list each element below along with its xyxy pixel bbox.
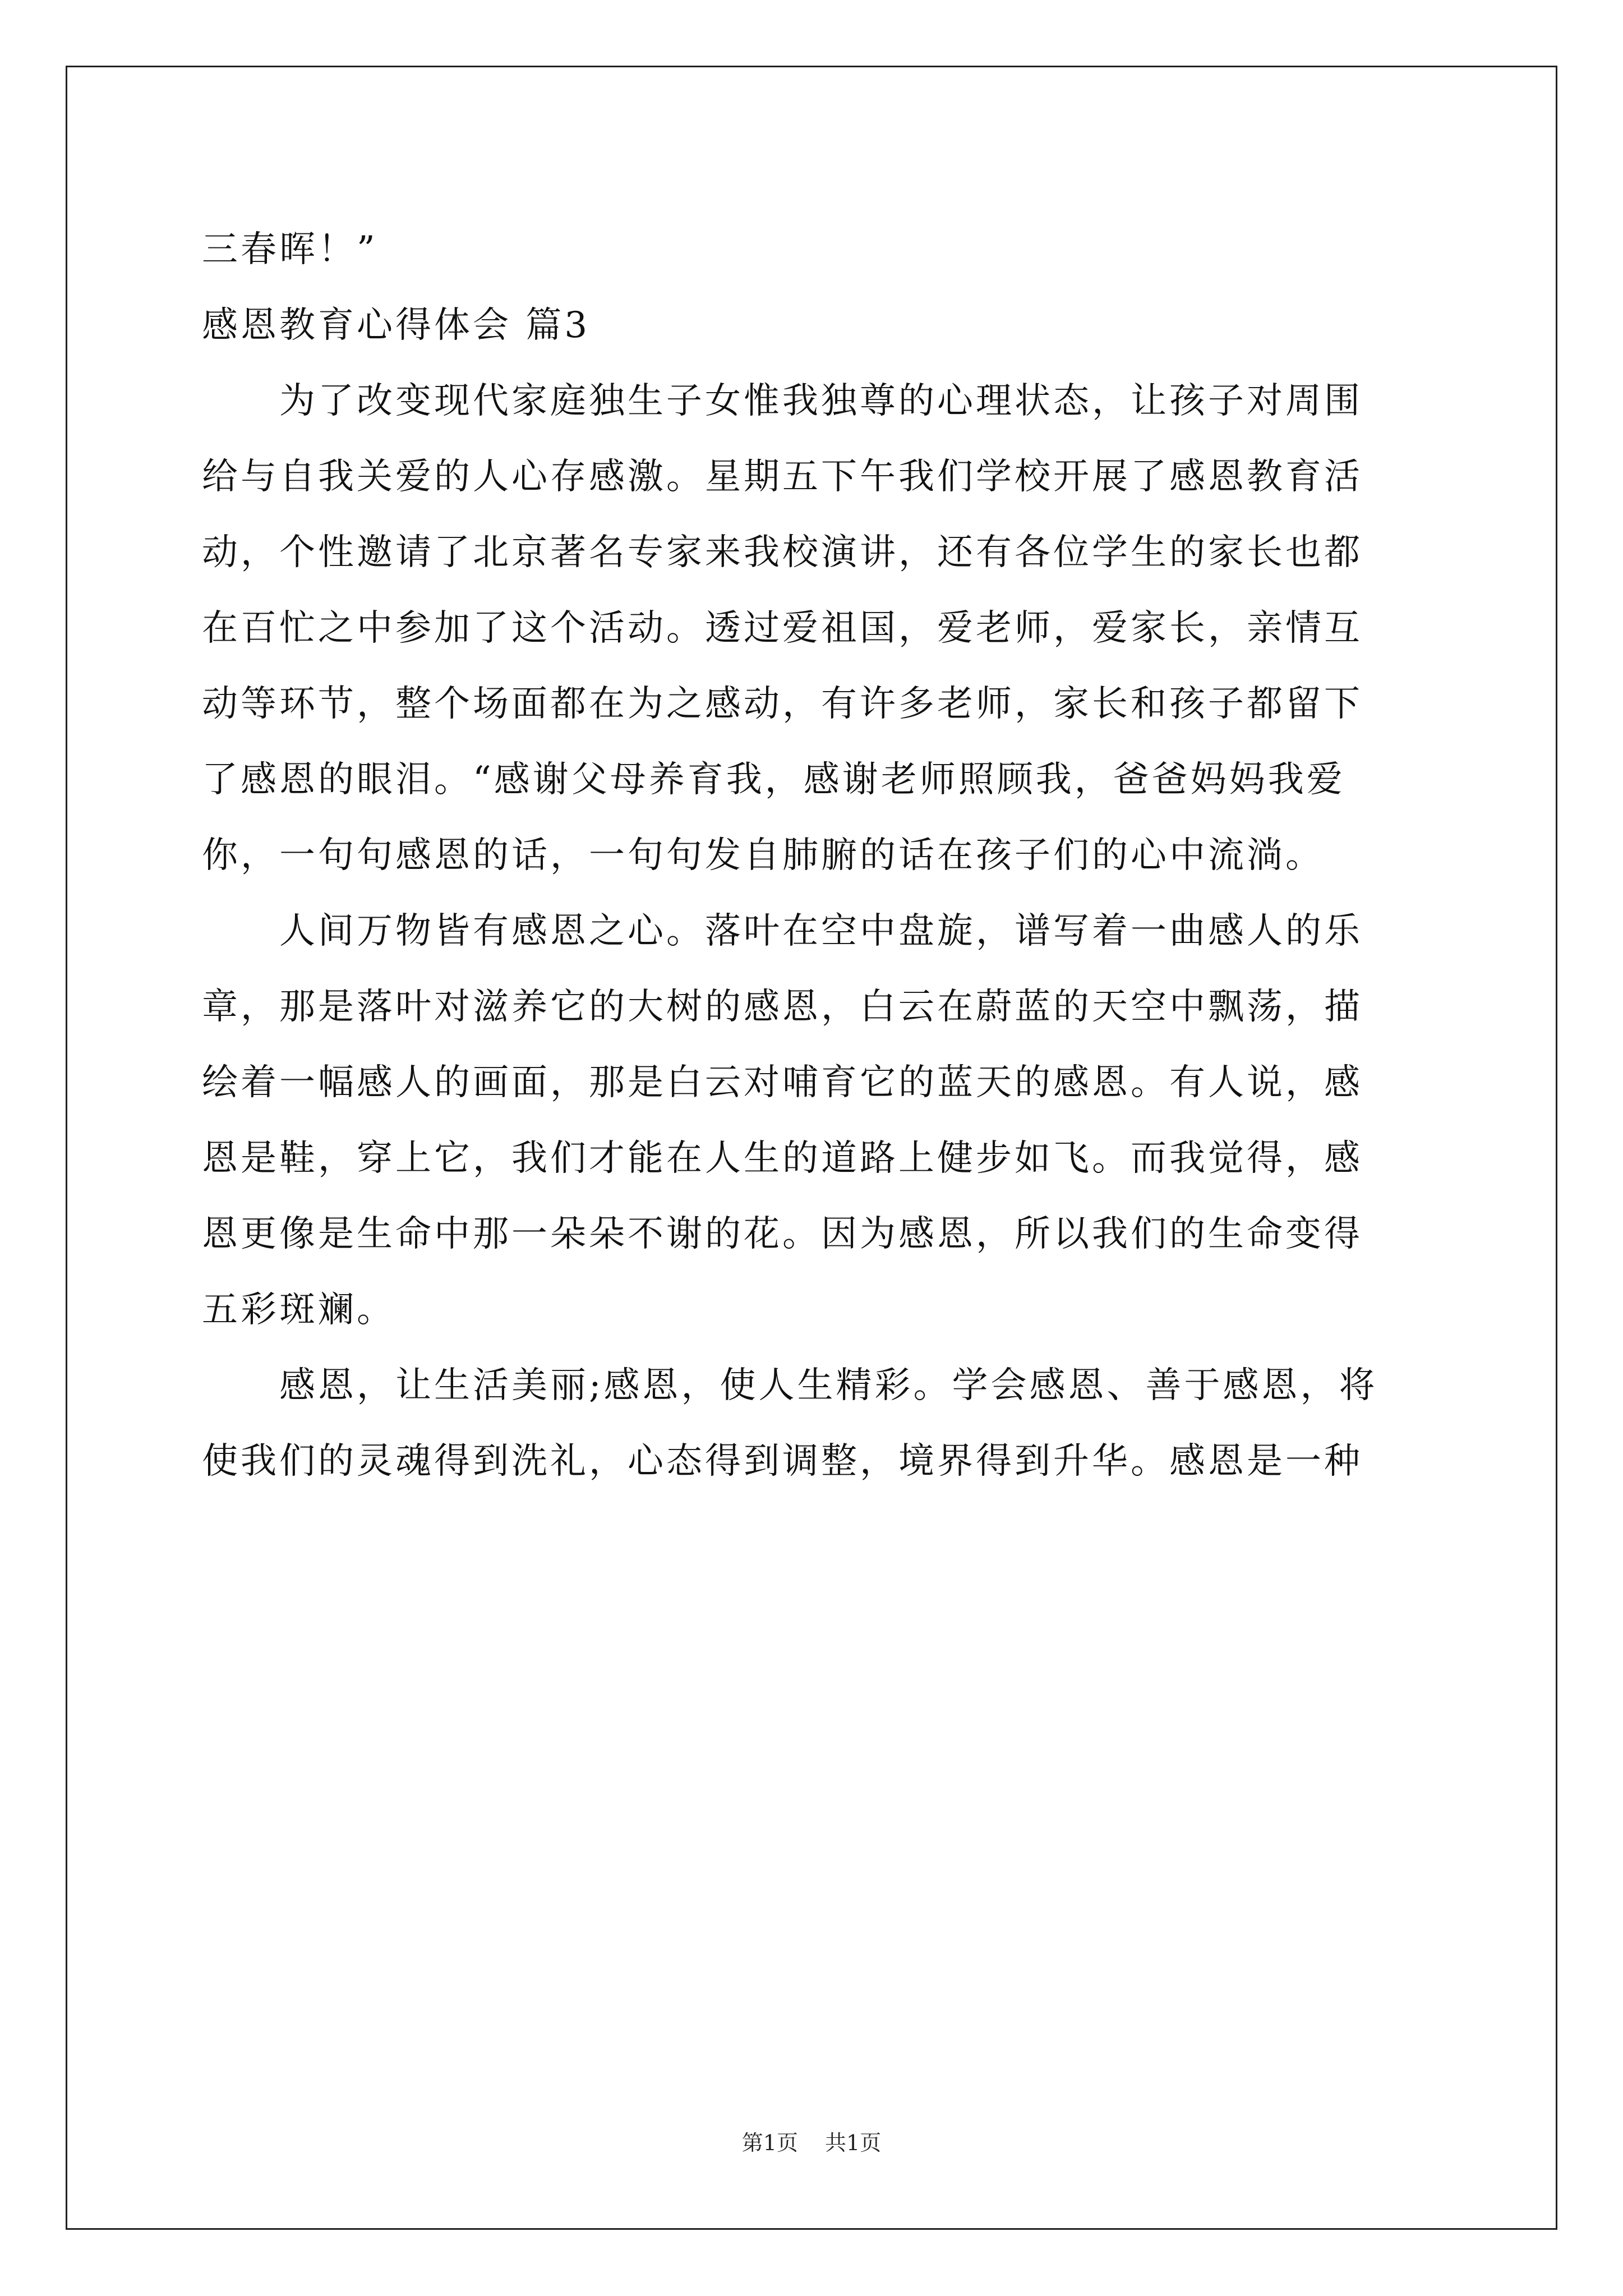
- text-line: 动等环节，整个场面都在为之感动，有许多老师，家长和孩子都留下: [202, 683, 1363, 725]
- text-line: 你，一句句感恩的话，一句句发自肺腑的话在孩子们的心中流淌。: [202, 835, 1324, 876]
- text-line: 给与自我关爱的人心存感激。星期五下午我们学校开展了感恩教育活: [202, 456, 1363, 498]
- text-line: 在百忙之中参加了这个活动。透过爱祖国，爱老师，爱家长，亲情互: [202, 608, 1363, 649]
- text-line: 五彩斑斓。: [202, 1289, 395, 1331]
- page-total: 共1页: [825, 2131, 882, 2155]
- page-number: 第1页: [741, 2131, 798, 2155]
- text-line: 三春晖！”: [202, 229, 378, 270]
- text-line: 动，个性邀请了北京著名专家来我校演讲，还有各位学生的家长也都: [202, 532, 1363, 573]
- text-line: 恩更像是生命中那一朵朵不谢的花。因为感恩，所以我们的生命变得: [202, 1213, 1363, 1255]
- text-line: 人间万物皆有感恩之心。落叶在空中盘旋，谱写着一曲感人的乐: [202, 910, 1363, 952]
- text-line: 绘着一幅感人的画面，那是白云对哺育它的蓝天的感恩。有人说，感: [202, 1062, 1363, 1103]
- text-line: 感恩，让生活美丽;感恩，使人生精彩。学会感恩、善于感恩，将: [202, 1365, 1378, 1406]
- page-footer: [0, 2129, 1623, 2157]
- text-line: 使我们的灵魂得到洗礼，心态得到调整，境界得到升华。感恩是一种: [202, 1441, 1363, 1482]
- text-line: 章，那是落叶对滋养它的大树的感恩，白云在蔚蓝的天空中飘荡，描: [202, 986, 1363, 1028]
- section-heading: 感恩教育心得体会 篇3: [202, 305, 591, 346]
- text-line: 为了改变现代家庭独生子女惟我独尊的心理状态，让孩子对周围: [202, 380, 1363, 422]
- document-body: [202, 212, 1436, 1499]
- text-line: 恩是鞋，穿上它，我们才能在人生的道路上健步如飞。而我觉得，感: [202, 1138, 1363, 1179]
- text-line: 了感恩的眼泪。“感谢父母养育我，感谢老师照顾我，爸爸妈妈我爱: [202, 759, 1345, 800]
